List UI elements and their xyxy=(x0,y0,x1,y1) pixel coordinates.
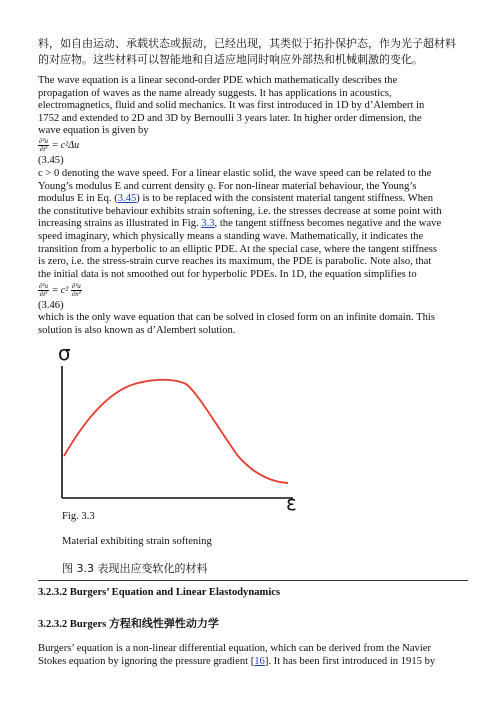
para2-line: c > 0 denoting the wave speed. For a linear elastic solid, the wave speed can be related to the xyxy=(38,168,432,179)
citation-ref-link[interactable]: 16 xyxy=(254,655,265,667)
para4-line xyxy=(38,656,468,669)
para2-line xyxy=(38,193,468,206)
eq345-numerator: ∂²u xyxy=(39,137,49,145)
para3-line: solution is also known as d’Alembert solution. xyxy=(38,324,236,336)
eq345-rhs: = c²Δu xyxy=(51,139,80,151)
figure-caption-chinese: 图 3.3 表现出应变软化的材料 xyxy=(62,562,208,575)
para1-line: propagation of waves as the name already suggests. It has applications in acoustics, xyxy=(38,87,392,99)
eq345-denominator: ∂t² xyxy=(39,145,48,153)
section-heading-chinese xyxy=(38,615,219,631)
x-axis-label: ε xyxy=(286,491,297,513)
stress-strain-curve xyxy=(64,380,288,483)
para2-line: is zero, i.e. the stress-strain curve reaches its maximum, the PDE is parabolic. Note also, that xyxy=(38,256,432,268)
section-divider xyxy=(38,580,468,581)
figure-label: Fig. 3.3 xyxy=(62,511,95,522)
eq346-numerator-right: ∂²u xyxy=(71,282,81,290)
figure-caption: Material exhibiting strain softening xyxy=(62,536,212,547)
eq346-denominator-right: ∂x² xyxy=(71,290,81,298)
section-heading-prefix: 3.2.3.2 Burgers xyxy=(38,619,109,630)
para2-line: transition from a hyperbolic to an elliptic PDE. At the special case, where the tangent stiffness xyxy=(38,243,438,255)
strain-softening-figure xyxy=(38,338,308,513)
para3-line: which is the only wave equation that can be solved in closed form on an infinite domain. This xyxy=(38,312,435,323)
wave-speed-paragraph xyxy=(38,168,468,281)
eq346-numerator-left: ∂²u xyxy=(39,282,49,290)
para2-line xyxy=(38,218,468,231)
y-axis-label: σ xyxy=(58,341,71,365)
section-heading: 3.2.3.2 Burgers’ Equation and Linear Elastodynamics xyxy=(38,587,281,598)
para4-line: Burgers’ equation is a non-linear differential equation, which can be derived from the Navier xyxy=(38,643,432,654)
para2-line: speed imaginary, which physically means a standing wave. Mathematically, it indicates the xyxy=(38,230,424,242)
para1-line: 1752 and extended to 2D and 3D by Bernoulli 3 years later. In higher order dimension, the xyxy=(38,112,422,124)
eq346-middle: = c² xyxy=(51,284,69,296)
intro-cn-line-1: 料，如自由运动、承载状态或振动，已经出现，其类似于拓扑保护态，作为光子超材料 xyxy=(38,37,456,50)
para2-line3-pre: modulus E in Eq. ( xyxy=(38,193,118,205)
para1-line: electromagnetics, fluid and solid mechanics. It was first introduced in 1D by d’Alembert in xyxy=(38,100,425,112)
figure-ref-link[interactable]: 3.3 xyxy=(201,218,215,230)
equation-number-3-46: (3.46) xyxy=(38,300,64,311)
intro-chinese-text xyxy=(38,36,468,68)
section-heading-cn-text: 方程和线性弹性动力学 xyxy=(108,617,219,630)
eq346-denominator-left: ∂t² xyxy=(39,290,48,298)
eq346-fraction-left xyxy=(38,283,49,298)
equation-3-45 xyxy=(38,138,79,153)
dalembert-paragraph xyxy=(38,312,468,337)
equation-number-3-45: (3.45) xyxy=(38,155,64,166)
equation-ref-link[interactable]: 3.45 xyxy=(117,193,137,205)
eq346-fraction-right xyxy=(71,283,82,298)
equation-3-46 xyxy=(38,283,82,298)
para2-line: the constitutive behaviour exhibits strain softening, i.e. the stresses decrease at some point with xyxy=(38,205,442,217)
wave-equation-paragraph xyxy=(38,75,468,138)
intro-cn-line-2: 的对应物。这些材料可以智能地和自适应地同时响应外部热和机械刺激的变化。 xyxy=(38,53,423,66)
para1-line: The wave equation is a linear second-order PDE which mathematically describes the xyxy=(38,75,398,86)
para2-line3-post: ) is to be replaced with the consistent material tangent stiffness. When xyxy=(136,193,434,205)
para2-line: the initial data is not smoothed out for hyperbolic PDEs. In 1D, the equation simplifies to xyxy=(38,268,417,280)
eq345-fraction xyxy=(38,138,49,153)
burgers-paragraph xyxy=(38,643,468,668)
para2-line: Young’s modulus E and current density ϱ. For non-linear material behaviour, the Young’s xyxy=(38,180,417,192)
para4-line2-pre: Stokes equation by ignoring the pressure gradient [ xyxy=(38,655,255,667)
para1-line: wave equation is given by xyxy=(38,125,149,137)
para4-line2-post: ]. It has been first introduced in 1915 by xyxy=(264,655,436,667)
para2-line5-post: , the tangent stiffness becomes negative and the wave xyxy=(214,218,442,230)
para2-line5-pre: increasing strains as illustrated in Fig. xyxy=(38,218,202,230)
